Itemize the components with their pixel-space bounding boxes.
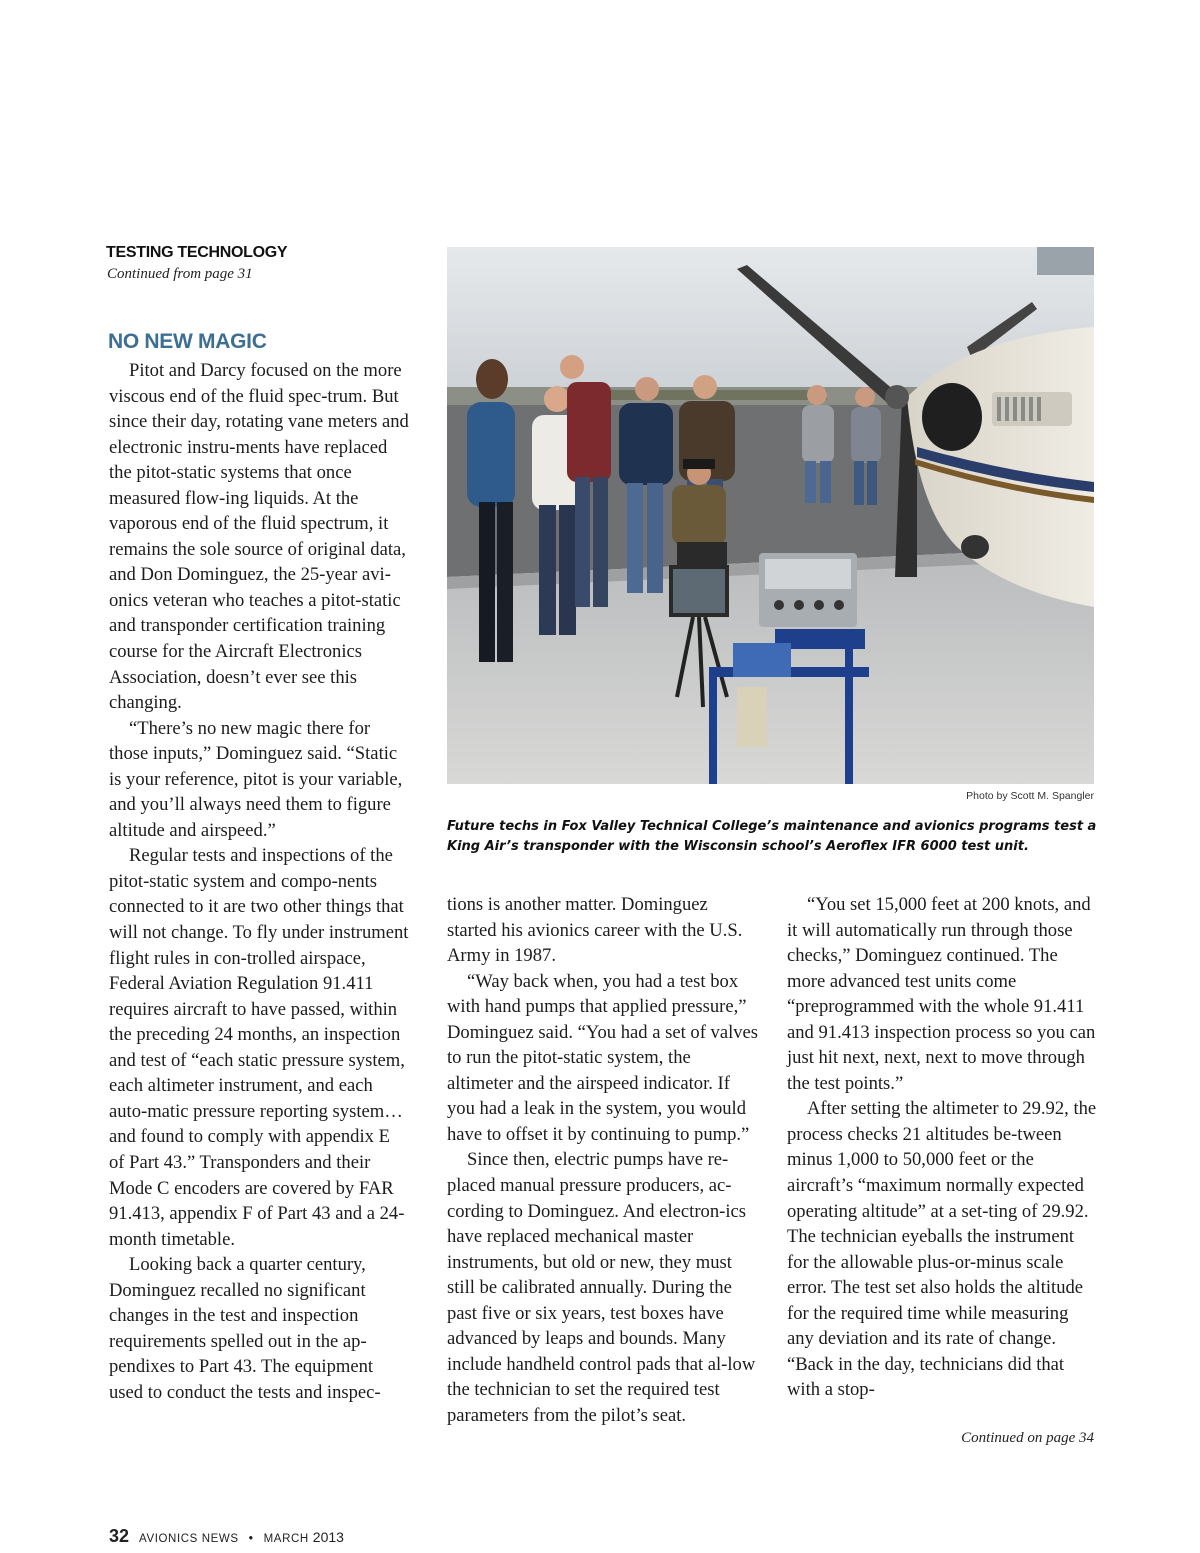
page-number: 32	[109, 1526, 130, 1546]
footer-separator: •	[248, 1531, 254, 1545]
continued-from: Continued from page 31	[107, 266, 253, 282]
issue-year: 2013	[312, 1529, 344, 1545]
continued-on: Continued on page 34	[961, 1430, 1094, 1446]
paragraph: Pitot and Darcy focused on the more viscous end of the fluid spec-trum. But since their day, rotating vane meters and electronic instru-ments have replaced the pitot-static systems that once measured flow-ing liquids. At the vaporous end of the fluid spectrum, it remains the sole source of original data, and Don Dominguez, the 25-year avi-onics veteran who teaches a pitot-static and transponder certification training course for the Aircraft Electronics Association, doesn’t ever see this changing.	[109, 360, 409, 714]
paragraph: After setting the altimeter to 29.92, the process checks 21 altitudes be-tween minus 1,000 to 50,000 feet or the aircraft’s “maximum normally expected operating altitude” at a set-ting of 29.92. The technician eyeballs the instrument for the allowable plus-or-minus scale error. The test set also holds the altitude for the required time while measuring any deviation and its rate of change. “Back in the day, technicians did that with a stop-	[787, 1098, 1097, 1401]
page-footer	[109, 1526, 344, 1547]
paragraph: Since then, electric pumps have re-placed manual pressure producers, ac-cording to Dominguez. And electron-ics have replaced mechanical master instruments, but old or new, they must still be calibrated annually. During the past five or six years, test boxes have advanced by leaps and bounds. Many include handheld control pads that al-low the technician to set the required test parameters from the pilot’s seat.	[447, 1149, 756, 1426]
article-column-3	[787, 892, 1097, 1403]
paragraph: tions is another matter. Dominguez started his avionics career with the U.S. Army in 1987.	[447, 894, 743, 967]
paragraph: Looking back a quarter century, Dominguez recalled no significant changes in the test and inspection requirements spelled out in the ap-pendixes to Part 43. The equipment used to conduct the tests and inspec-	[109, 1254, 381, 1403]
paragraph: “There’s no new magic there for those inputs,” Dominguez said. “Static is your reference, pitot is your variable, and you’ll always need them to figure altitude and airspeed.”	[109, 717, 403, 841]
paragraph: Regular tests and inspections of the pitot-static system and compo-nents connected to it are two other things that will not change. To fly under instrument flight rules in con-trolled airspace, Federal Aviation Regulation 91.411 requires aircraft to have passed, within the preceding 24 months, an inspection and test of “each static pressure system, each altimeter instrument, and each auto-matic pressure reporting system… and found to comply with appendix E of Part 43.” Transponders and their Mode C encoders are covered by FAR 91.413, appendix F of Part 43 and a 24-month timetable.	[109, 845, 409, 1250]
issue-month: MARCH	[263, 1533, 309, 1545]
article-subhead: NO NEW MAGIC	[108, 330, 267, 353]
photo-caption: Future techs in Fox Valley Technical College’s maintenance and avionics programs test a King Air’s transponder with the Wisconsin school’s Aeroflex IFR 6000 test unit.	[447, 819, 1097, 854]
hangar-photo	[447, 247, 1094, 784]
paragraph: “You set 15,000 feet at 200 knots, and it will automatically run through those checks,” Dominguez continued. The more advanced test units come “preprogrammed with the whole 91.411 and 91.413 inspection process so you can just hit next, next, next to move through the test points.”	[787, 894, 1096, 1094]
paragraph: “Way back when, you had a test box with hand pumps that applied pressure,” Dominguez said. “You had a set of valves to run the pitot-static system, the altimeter and the airspeed indicator. If you had a leak in the system, you would have to offset it by continuing to pump.”	[447, 970, 759, 1145]
publication-name: AVIONICS NEWS	[139, 1533, 239, 1545]
article-column-1	[109, 358, 409, 1405]
photo-credit: Photo by Scott M. Spangler	[966, 790, 1094, 802]
photo-illustration	[447, 247, 1094, 784]
article-column-2	[447, 892, 759, 1428]
section-kicker: TESTING TECHNOLOGY	[106, 244, 288, 261]
